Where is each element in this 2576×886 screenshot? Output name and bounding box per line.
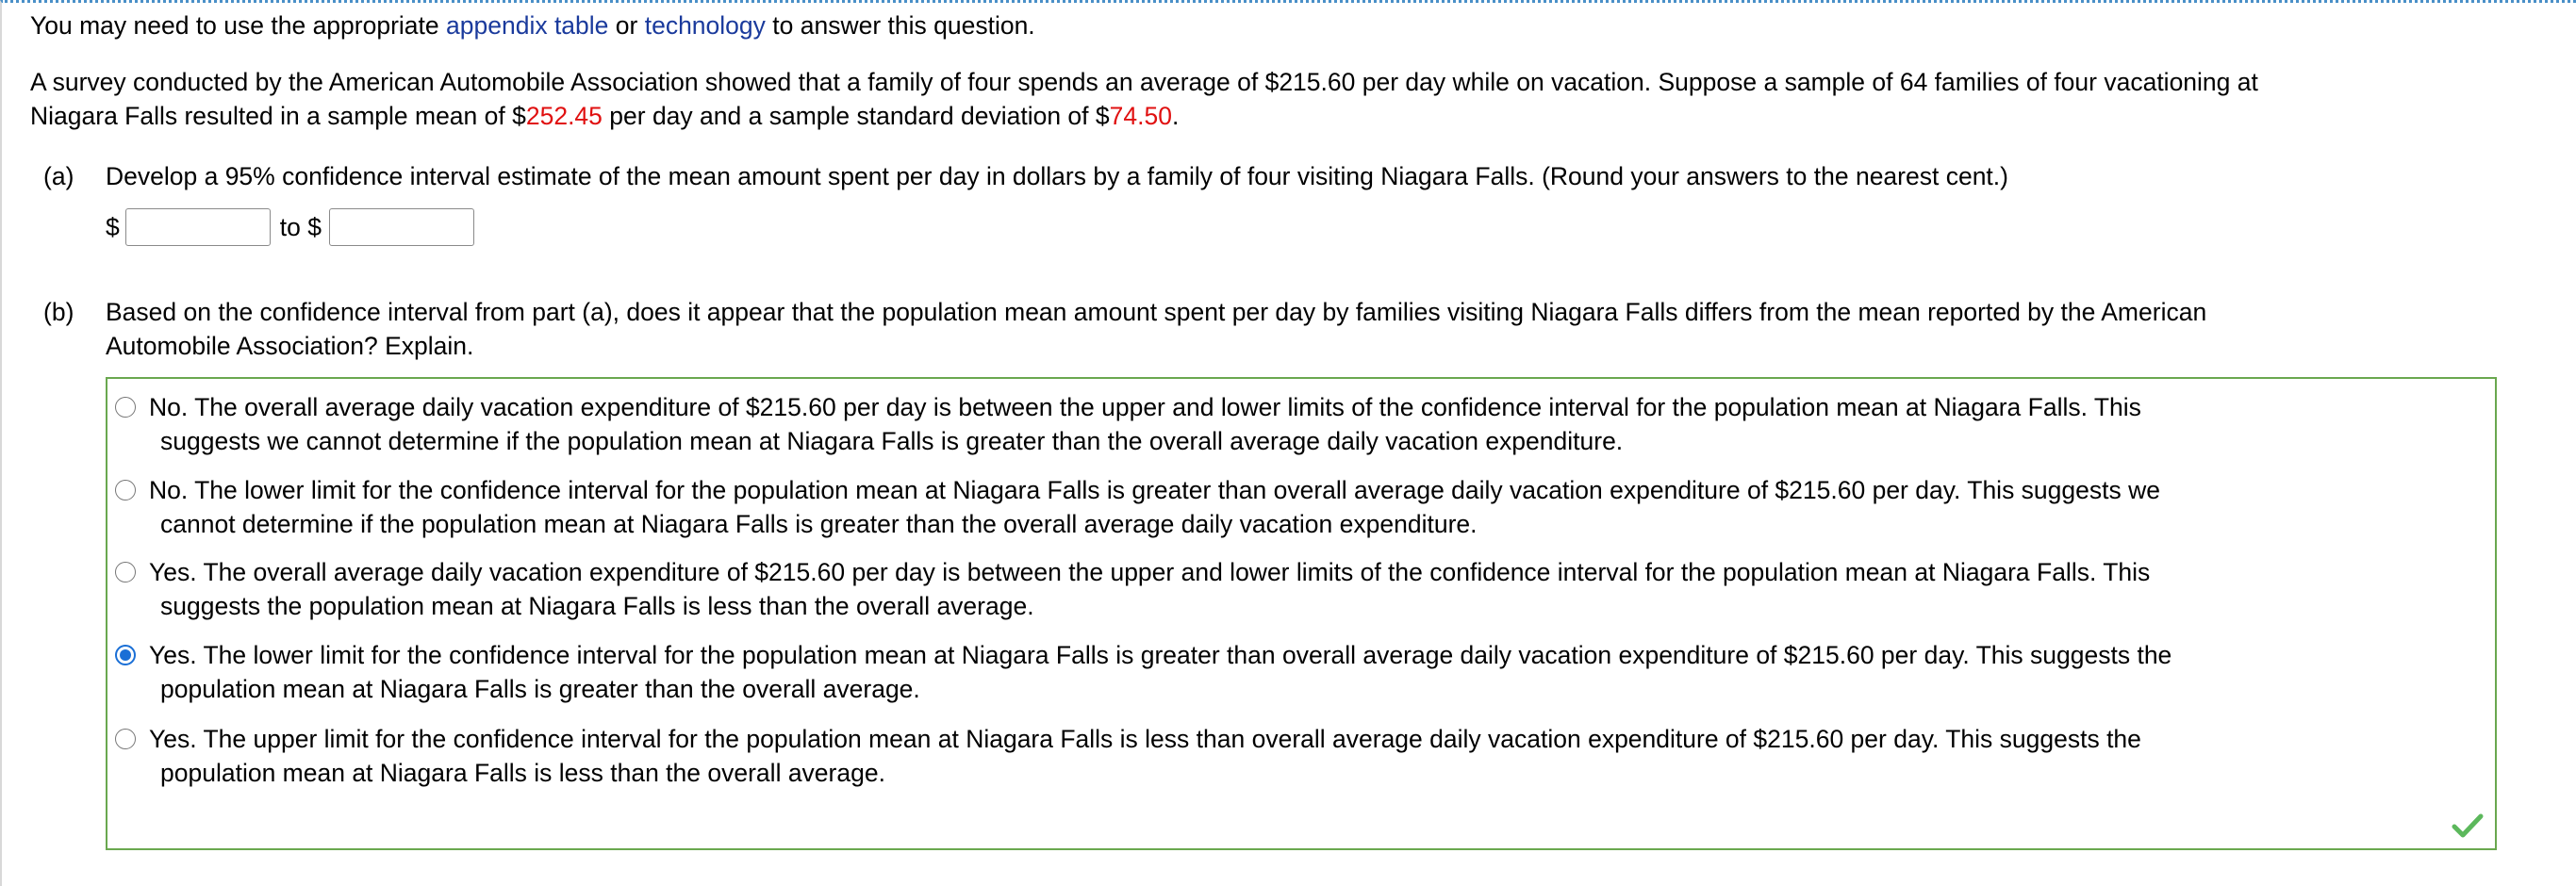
- radio-button-2[interactable]: [115, 480, 136, 500]
- appendix-table-link[interactable]: appendix table: [446, 11, 609, 40]
- radio-button-1[interactable]: [115, 397, 136, 418]
- answer-choices-box: No. The overall average daily vacation expenditure of $215.60 per day is between the upper and lower limits of the confidence interval for the population mean at Niagara Falls. This suggests we cannot determine if the population mean at Niagara Falls is greater than the overall average daily vacation expenditure. No. The lower limit for the confidence interval for the population mean at Niagara Falls is greater than overall average daily vacation expenditure of $215.60 per day. This suggests we cannot determine if the population mean at Niagara Falls is greater than the overall average daily vacation expenditure. Yes. The overall average daily vacation expenditure of $215.60 per day is between the upper and lower limits of the confidence interval for the population mean at Niagara Falls. This suggests the population mean at Niagara Falls is less than the overall average. Yes. The lower limit for the confidence interval for the population mean at Niagara Falls is greater than overall average daily vacation expenditure of $215.60 per day. This suggests the population mean at Niagara Falls is greater than the overall average. Yes. The upper limit for the confidence interval for the population mean at Niagara Falls is less than overall average daily vacation expenditure of $215.60 per day. This suggests the population mean at Niagara Falls is less than the overall average.: [106, 377, 2497, 850]
- sample-mean-value: 252.45: [525, 102, 603, 130]
- interval-answer-row: [106, 206, 474, 248]
- part-b-label: (b): [43, 298, 74, 326]
- part-b-question: Based on the confidence interval from part (a), does it appear that the population mean amount spent per day by families visiting Niagara Falls differs from the mean reported by the American Automobile Association? Explain.: [106, 298, 2207, 360]
- technology-link[interactable]: technology: [644, 11, 766, 40]
- part-a-label: (a): [43, 162, 74, 190]
- to-label: to $: [279, 213, 322, 241]
- note-suffix: to answer this question.: [765, 11, 1035, 40]
- radio-button-5[interactable]: [115, 729, 136, 749]
- dollar-sign: $: [106, 213, 120, 241]
- note-prefix: You may need to use the appropriate: [30, 11, 447, 40]
- checkmark-icon: [2452, 812, 2484, 839]
- lower-limit-input[interactable]: [125, 208, 271, 246]
- sample-sd-value: 74.50: [1109, 102, 1172, 130]
- problem-line-1: A survey conducted by the American Automobile Association showed that a family of four spends an average of $215.60 per day while on vacation. Suppose a sample of 64 families of four vacationing at: [30, 68, 2258, 96]
- note-middle: or: [608, 11, 645, 40]
- problem-statement: [30, 65, 2557, 133]
- problem-line-2: Niagara Falls resulted in a sample mean of $252.45 per day and a sample standard deviation of $74.50.: [30, 102, 1180, 130]
- radio-button-3[interactable]: [115, 562, 136, 582]
- part-a-question: Develop a 95% confidence interval estimate of the mean amount spent per day in dollars by a family of four visiting Niagara Falls. (Round your answers to the nearest cent.): [106, 162, 2008, 190]
- radio-button-4[interactable]: [115, 645, 136, 665]
- resource-note: [30, 8, 1035, 42]
- upper-limit-input[interactable]: [329, 208, 474, 246]
